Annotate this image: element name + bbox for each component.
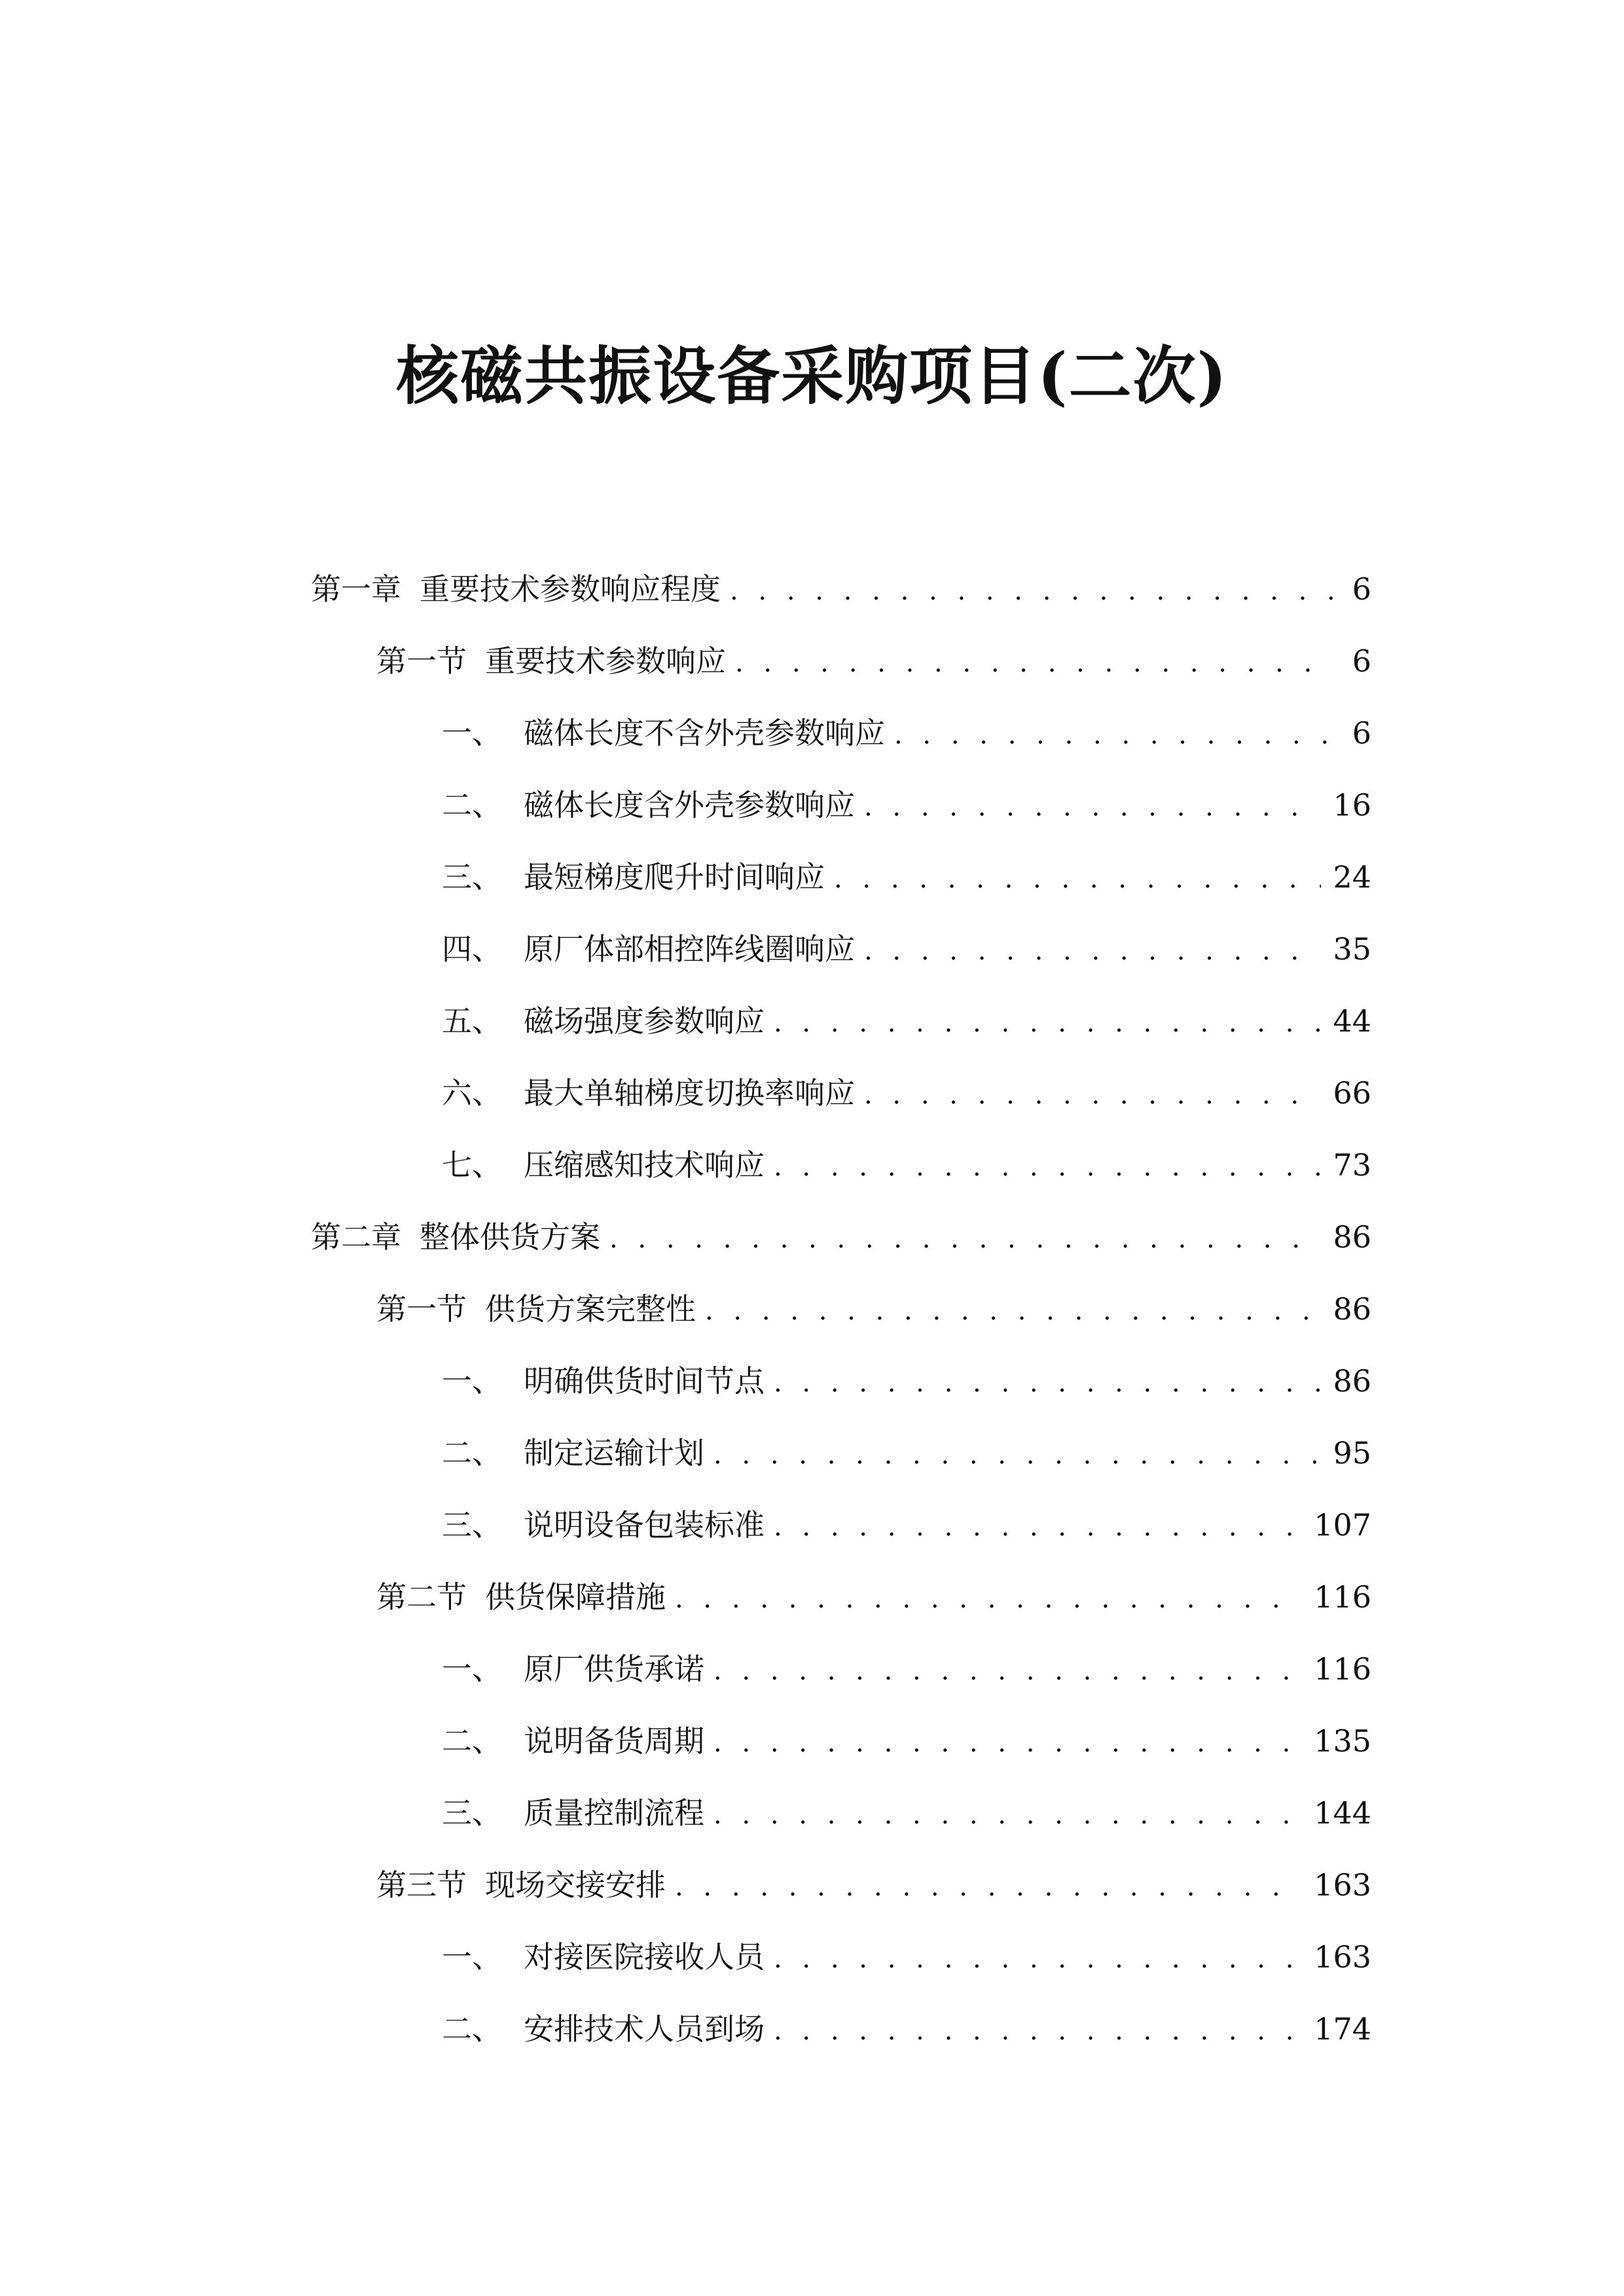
toc-entry-number: 三、 bbox=[442, 1795, 502, 1831]
toc-entry-number: 第二节 bbox=[376, 1579, 467, 1615]
toc-dot-leader bbox=[864, 1059, 1321, 1131]
toc-entry-label: 磁体长度含外壳参数响应 bbox=[524, 787, 855, 823]
toc-entry[interactable] bbox=[311, 841, 1371, 913]
toc-entry[interactable] bbox=[311, 553, 1371, 625]
toc-entry-page-number: 174 bbox=[1314, 2011, 1371, 2047]
document-title: 核磁共振设备采购项目(二次) bbox=[396, 339, 1228, 413]
toc-entry-label: 压缩感知技术响应 bbox=[524, 1147, 765, 1183]
toc-entry-page-number: 144 bbox=[1314, 1795, 1371, 1831]
toc-entry-number: 七、 bbox=[442, 1147, 502, 1183]
toc-entry-label: 供货保障措施 bbox=[485, 1579, 666, 1615]
toc-dot-leader bbox=[774, 987, 1321, 1059]
toc-dot-leader bbox=[713, 1419, 1321, 1491]
toc-entry-number: 一、 bbox=[442, 1363, 502, 1399]
toc-entry-number: 第三节 bbox=[376, 1867, 467, 1903]
toc-dot-leader bbox=[894, 699, 1333, 771]
toc-entry-label: 原厂体部相控阵线圈响应 bbox=[524, 931, 855, 967]
toc-dot-leader bbox=[713, 1707, 1302, 1779]
toc-entry-page-number: 6 bbox=[1352, 715, 1371, 751]
toc-entry-label: 整体供货方案 bbox=[420, 1219, 600, 1255]
toc-entry-label: 原厂供货承诺 bbox=[524, 1651, 704, 1687]
toc-entry-page-number: 73 bbox=[1333, 1147, 1371, 1183]
toc-entry-label: 制定运输计划 bbox=[524, 1435, 704, 1471]
toc-entry[interactable] bbox=[311, 625, 1371, 697]
toc-entry-number: 一、 bbox=[442, 1651, 502, 1687]
toc-entry-number: 三、 bbox=[442, 859, 502, 895]
toc-entry[interactable] bbox=[311, 1489, 1371, 1561]
toc-entry[interactable] bbox=[311, 697, 1371, 769]
toc-entry-number: 四、 bbox=[442, 931, 502, 967]
toc-entry-label: 质量控制流程 bbox=[524, 1795, 704, 1831]
toc-entry-number: 二、 bbox=[442, 2011, 502, 2047]
toc-entry[interactable] bbox=[311, 1993, 1371, 2065]
toc-entry-page-number: 135 bbox=[1314, 1723, 1371, 1759]
toc-entry-page-number: 95 bbox=[1333, 1435, 1371, 1471]
toc-entry[interactable] bbox=[311, 985, 1371, 1057]
toc-entry[interactable] bbox=[311, 1561, 1371, 1633]
toc-entry[interactable] bbox=[311, 1201, 1371, 1273]
toc-entry[interactable] bbox=[311, 1849, 1371, 1921]
toc-entry-label: 重要技术参数响应程度 bbox=[420, 571, 721, 607]
toc-entry-label: 供货方案完整性 bbox=[485, 1291, 696, 1327]
toc-entry-number: 二、 bbox=[442, 1723, 502, 1759]
toc-entry[interactable] bbox=[311, 1057, 1371, 1129]
toc-dot-leader bbox=[774, 1923, 1302, 1995]
toc-entry-page-number: 116 bbox=[1314, 1651, 1371, 1687]
toc-entry-page-number: 24 bbox=[1333, 859, 1371, 895]
toc-entry-page-number: 6 bbox=[1352, 571, 1371, 607]
toc-dot-leader bbox=[609, 1203, 1321, 1275]
toc-entry[interactable] bbox=[311, 1345, 1371, 1417]
toc-entry-page-number: 66 bbox=[1333, 1075, 1371, 1111]
toc-dot-leader bbox=[735, 627, 1333, 699]
toc-entry-number: 一、 bbox=[442, 1939, 502, 1975]
toc-dot-leader bbox=[705, 1275, 1321, 1347]
toc-entry-number: 第一节 bbox=[376, 1291, 467, 1327]
toc-dot-leader bbox=[675, 1851, 1302, 1923]
toc-entry-page-number: 163 bbox=[1314, 1867, 1371, 1903]
toc-entry-label: 磁场强度参数响应 bbox=[524, 1003, 765, 1039]
toc-entry-number: 一、 bbox=[442, 715, 502, 751]
toc-entry[interactable] bbox=[311, 1633, 1371, 1705]
toc-entry-page-number: 16 bbox=[1333, 787, 1371, 823]
toc-dot-leader bbox=[774, 1347, 1321, 1419]
toc-entry-page-number: 163 bbox=[1314, 1939, 1371, 1975]
toc-entry-number: 二、 bbox=[442, 1435, 502, 1471]
toc-entry[interactable] bbox=[311, 1777, 1371, 1849]
toc-entry-page-number: 107 bbox=[1314, 1507, 1371, 1543]
toc-entry-label: 安排技术人员到场 bbox=[524, 2011, 765, 2047]
toc-entry-page-number: 86 bbox=[1333, 1291, 1371, 1327]
toc-entry-number: 第二章 bbox=[311, 1219, 401, 1255]
toc-dot-leader bbox=[713, 1779, 1302, 1851]
toc-entry-label: 重要技术参数响应 bbox=[485, 643, 726, 679]
toc-entry-page-number: 86 bbox=[1333, 1219, 1371, 1255]
toc-dot-leader bbox=[730, 555, 1333, 627]
toc-entry-page-number: 44 bbox=[1333, 1003, 1371, 1039]
toc-entry[interactable] bbox=[311, 913, 1371, 985]
toc-entry[interactable] bbox=[311, 1417, 1371, 1489]
toc-entry-label: 明确供货时间节点 bbox=[524, 1363, 765, 1399]
toc-entry-number: 六、 bbox=[442, 1075, 502, 1111]
toc-entry-number: 三、 bbox=[442, 1507, 502, 1543]
toc-entry-label: 说明设备包装标准 bbox=[524, 1507, 765, 1543]
toc-entry-label: 说明备货周期 bbox=[524, 1723, 704, 1759]
toc-dot-leader bbox=[864, 771, 1321, 843]
toc-entry-number: 第一章 bbox=[311, 571, 401, 607]
toc-dot-leader bbox=[774, 1131, 1321, 1203]
toc-dot-leader bbox=[834, 843, 1321, 915]
toc-entry-number: 五、 bbox=[442, 1003, 502, 1039]
toc-entry-label: 现场交接安排 bbox=[485, 1867, 666, 1903]
toc-dot-leader bbox=[864, 915, 1321, 987]
toc-entry[interactable] bbox=[311, 1705, 1371, 1777]
toc-entry-number: 二、 bbox=[442, 787, 502, 823]
toc-dot-leader bbox=[774, 1995, 1302, 2067]
toc-entry-label: 最大单轴梯度切换率响应 bbox=[524, 1075, 855, 1111]
toc-entry-page-number: 35 bbox=[1333, 931, 1371, 967]
table-of-contents bbox=[311, 553, 1371, 2065]
toc-entry-label: 磁体长度不含外壳参数响应 bbox=[524, 715, 885, 751]
toc-entry[interactable] bbox=[311, 1129, 1371, 1201]
toc-entry-label: 最短梯度爬升时间响应 bbox=[524, 859, 825, 895]
toc-entry-page-number: 86 bbox=[1333, 1363, 1371, 1399]
toc-entry-page-number: 6 bbox=[1352, 643, 1371, 679]
toc-entry[interactable] bbox=[311, 1273, 1371, 1345]
toc-dot-leader bbox=[774, 1491, 1302, 1563]
toc-dot-leader bbox=[713, 1635, 1302, 1707]
toc-entry-label: 对接医院接收人员 bbox=[524, 1939, 765, 1975]
toc-entry[interactable] bbox=[311, 1921, 1371, 1993]
toc-entry[interactable] bbox=[311, 769, 1371, 841]
toc-entry-number: 第一节 bbox=[376, 643, 467, 679]
toc-dot-leader bbox=[675, 1563, 1302, 1635]
toc-entry-page-number: 116 bbox=[1314, 1579, 1371, 1615]
